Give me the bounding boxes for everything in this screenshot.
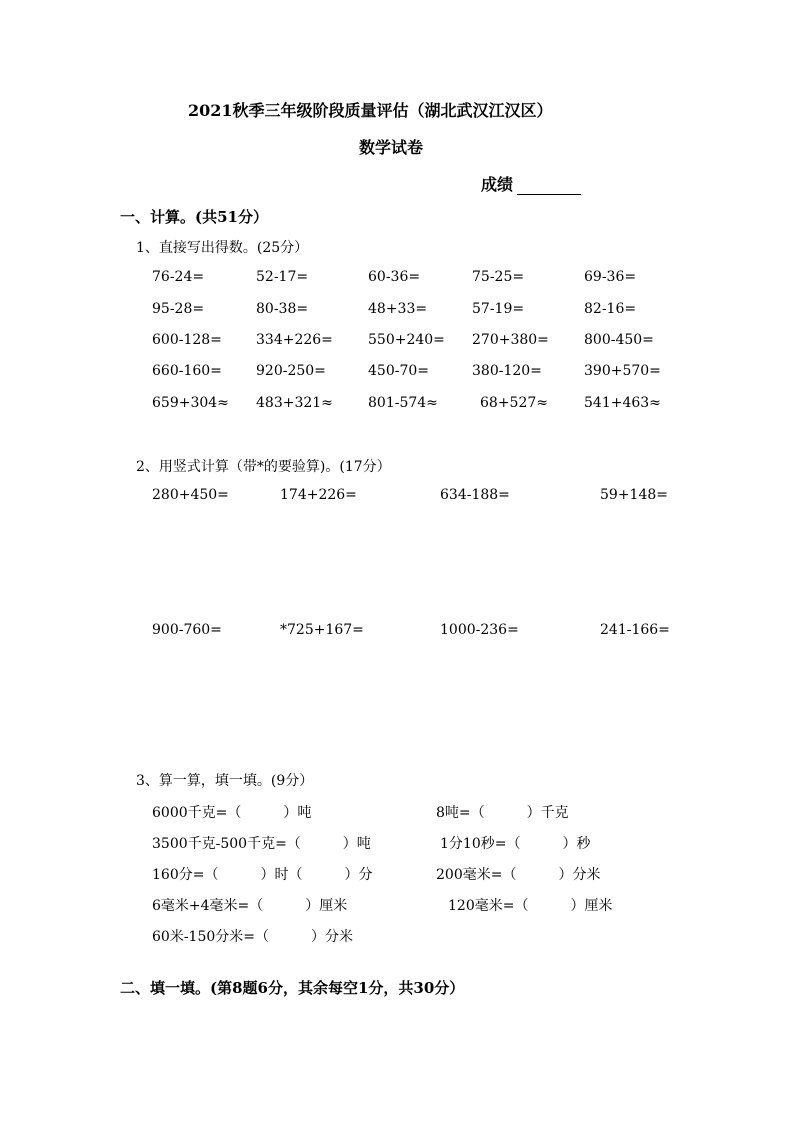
q1-item: 75-25= xyxy=(472,269,525,285)
q1-item: 380-120= xyxy=(472,363,542,379)
q2-item: 174+226= xyxy=(280,487,357,503)
q1-item: 82-16= xyxy=(584,301,637,317)
q1-item: 483+321≈ xyxy=(256,395,333,411)
q1-heading: 1、直接写出得数。(25分） xyxy=(136,240,309,256)
section1-heading: 一、计算。(共51分） xyxy=(120,208,268,226)
q1-item: 660-160= xyxy=(152,363,222,379)
q1-item: 80-38= xyxy=(256,301,309,317)
score-field xyxy=(481,172,581,195)
q1-item: 48+33= xyxy=(368,301,428,317)
q1-item: 69-36= xyxy=(584,269,637,285)
q1-item: 334+226= xyxy=(256,332,333,348)
q3-item: 3500千克-500千克=（ ）吨 xyxy=(152,836,371,852)
q2-item: 634-188= xyxy=(440,487,510,503)
q3-item: 60米-150分米=（ ）分米 xyxy=(152,929,353,945)
q1-item: 390+570= xyxy=(584,363,661,379)
q2-item: 280+450= xyxy=(152,487,229,503)
q1-item: 52-17= xyxy=(256,269,309,285)
q3-heading: 3、算一算，填一填。(9分） xyxy=(136,773,314,789)
q1-item: 541+463≈ xyxy=(584,395,661,411)
q1-item: 270+380= xyxy=(472,332,549,348)
exam-title: 2021秋季三年级阶段质量评估（湖北武汉江汉区） xyxy=(188,101,553,120)
q1-item: 800-450= xyxy=(584,332,654,348)
q2-item: *725+167= xyxy=(280,622,364,638)
q1-item: 68+527≈ xyxy=(480,395,548,411)
q1-item: 550+240= xyxy=(368,332,445,348)
q3-item: 200毫米=（ ）分米 xyxy=(436,867,601,883)
q1-item: 95-28= xyxy=(152,301,205,317)
q2-item: 241-166= xyxy=(600,622,670,638)
q3-item: 160分=（ ）时（ ）分 xyxy=(152,867,373,883)
q2-item: 59+148= xyxy=(600,487,668,503)
q3-item: 1分10秒=（ ）秒 xyxy=(440,836,591,852)
score-blank xyxy=(517,177,581,195)
q3-item: 6000千克=（ ）吨 xyxy=(152,805,312,821)
q2-item: 900-760= xyxy=(152,622,222,638)
q3-item: 6毫米+4毫米=（ ）厘米 xyxy=(152,898,348,914)
section2-heading: 二、填一填。(第8题6分，其余每空1分，共30分） xyxy=(120,979,465,997)
q1-item: 920-250= xyxy=(256,363,326,379)
q1-item: 450-70= xyxy=(368,363,429,379)
q1-item: 57-19= xyxy=(472,301,525,317)
q2-heading: 2、用竖式计算（带*的要验算)。(17分） xyxy=(136,459,391,475)
q1-item: 659+304≈ xyxy=(152,395,229,411)
score-label: 成绩 xyxy=(481,175,514,194)
q1-item: 801-574≈ xyxy=(368,395,438,411)
q2-item: 1000-236= xyxy=(440,622,519,638)
exam-subtitle: 数学试卷 xyxy=(359,138,424,157)
q1-item: 600-128= xyxy=(152,332,222,348)
q3-item: 120毫米=（ ）厘米 xyxy=(448,898,613,914)
q1-item: 76-24= xyxy=(152,269,205,285)
q3-item: 8吨=（ ）千克 xyxy=(436,805,569,821)
q1-item: 60-36= xyxy=(368,269,421,285)
